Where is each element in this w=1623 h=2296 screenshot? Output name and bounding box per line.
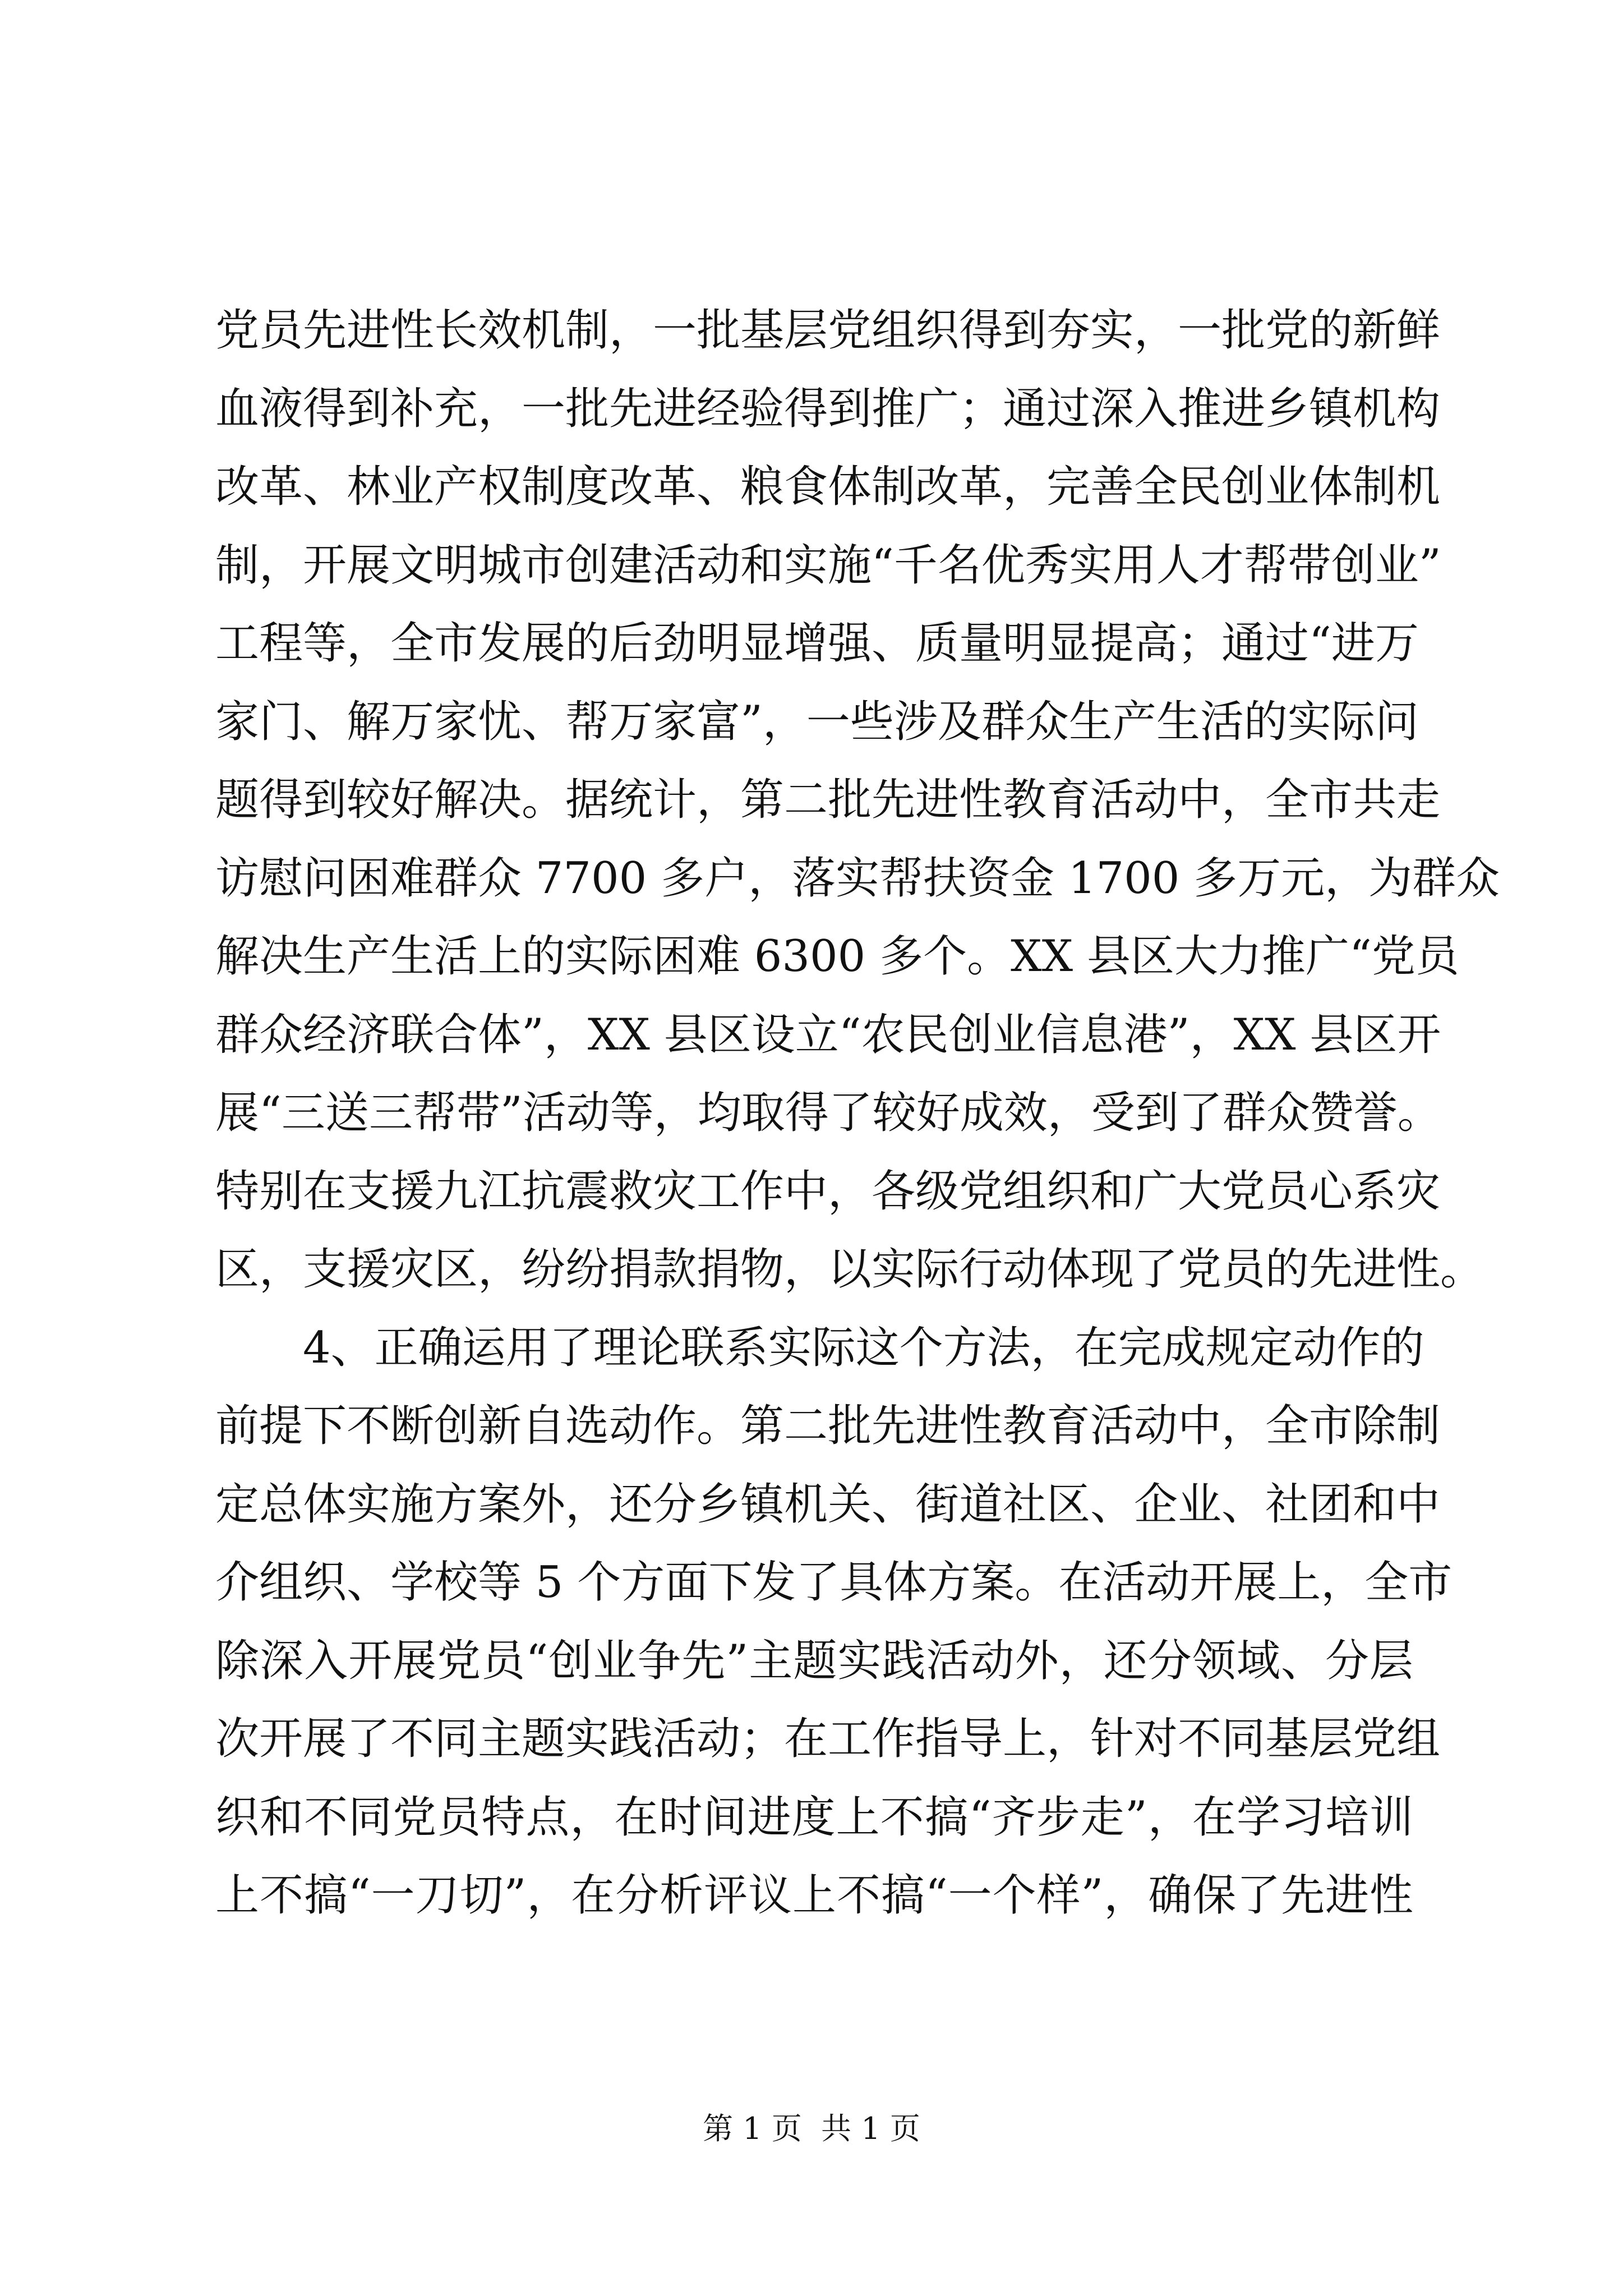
text-line: 群众经济联合体”，XX 县区设立“农民创业信息港”，XX 县区开 xyxy=(215,1009,1441,1060)
text-line: 上不搞“一刀切”，在分析评议上不搞“一个样”，确保了先进性 xyxy=(215,1870,1413,1921)
text-line: 定总体实施方案外，还分乡镇机关、街道社区、企业、社团和中 xyxy=(215,1479,1441,1530)
text-line: 展“三送三帮带”活动等，均取得了较好成效，受到了群众赞誉。 xyxy=(215,1088,1441,1138)
text-line: 题得到较好解决。据统计，第二批先进性教育活动中，全市共走 xyxy=(215,775,1441,825)
text-line: 次开展了不同主题实践活动；在工作指导上，针对不同基层党组 xyxy=(215,1714,1441,1764)
text-line: 党员先进性长效机制，一批基层党组织得到夯实，一批党的新鲜 xyxy=(215,305,1441,356)
paragraph-start-line: 4、正确运用了理论联系实际这个方法，在完成规定动作的 xyxy=(303,1322,1424,1373)
text-line: 前提下不断创新自选动作。第二批先进性教育活动中，全市除制 xyxy=(215,1401,1441,1451)
text-line: 工程等，全市发展的后劲明显增强、质量明显提高；通过“进万 xyxy=(215,618,1419,669)
text-line: 制，开展文明城市创建活动和实施“千名优秀实用人才帮带创业” xyxy=(215,540,1441,591)
text-line: 改革、林业产权制度改革、粮食体制改革，完善全民创业体制机 xyxy=(215,462,1441,512)
text-line: 织和不同党员特点，在时间进度上不搞“齐步走”，在学习培训 xyxy=(215,1792,1413,1843)
text-line: 家门、解万家忧、帮万家富”，一些涉及群众生产生活的实际问 xyxy=(215,696,1419,747)
text-line: 区，支援灾区，纷纷捐款捐物，以实际行动体现了党员的先进性。 xyxy=(215,1244,1484,1295)
text-line: 介组织、学校等 5 个方面下发了具体方案。在活动开展上，全市 xyxy=(215,1557,1453,1608)
text-line: 特别在支援九江抗震救灾工作中，各级党组织和广大党员心系灾 xyxy=(215,1166,1441,1217)
text-line: 解决生产生活上的实际困难 6300 多个。XX 县区大力推广“党员 xyxy=(215,931,1459,982)
body-text xyxy=(215,292,1500,1935)
text-line: 血液得到补充，一批先进经验得到推广；通过深入推进乡镇机构 xyxy=(215,383,1441,434)
text-line: 除深入开展党员“创业争先”主题实践活动外，还分领域、分层 xyxy=(215,1635,1413,1686)
page-footer: 第 1 页 共 1 页 xyxy=(703,2111,920,2146)
text-line: 访慰问困难群众 7700 多户，落实帮扶资金 1700 多万元，为群众 xyxy=(215,853,1500,904)
